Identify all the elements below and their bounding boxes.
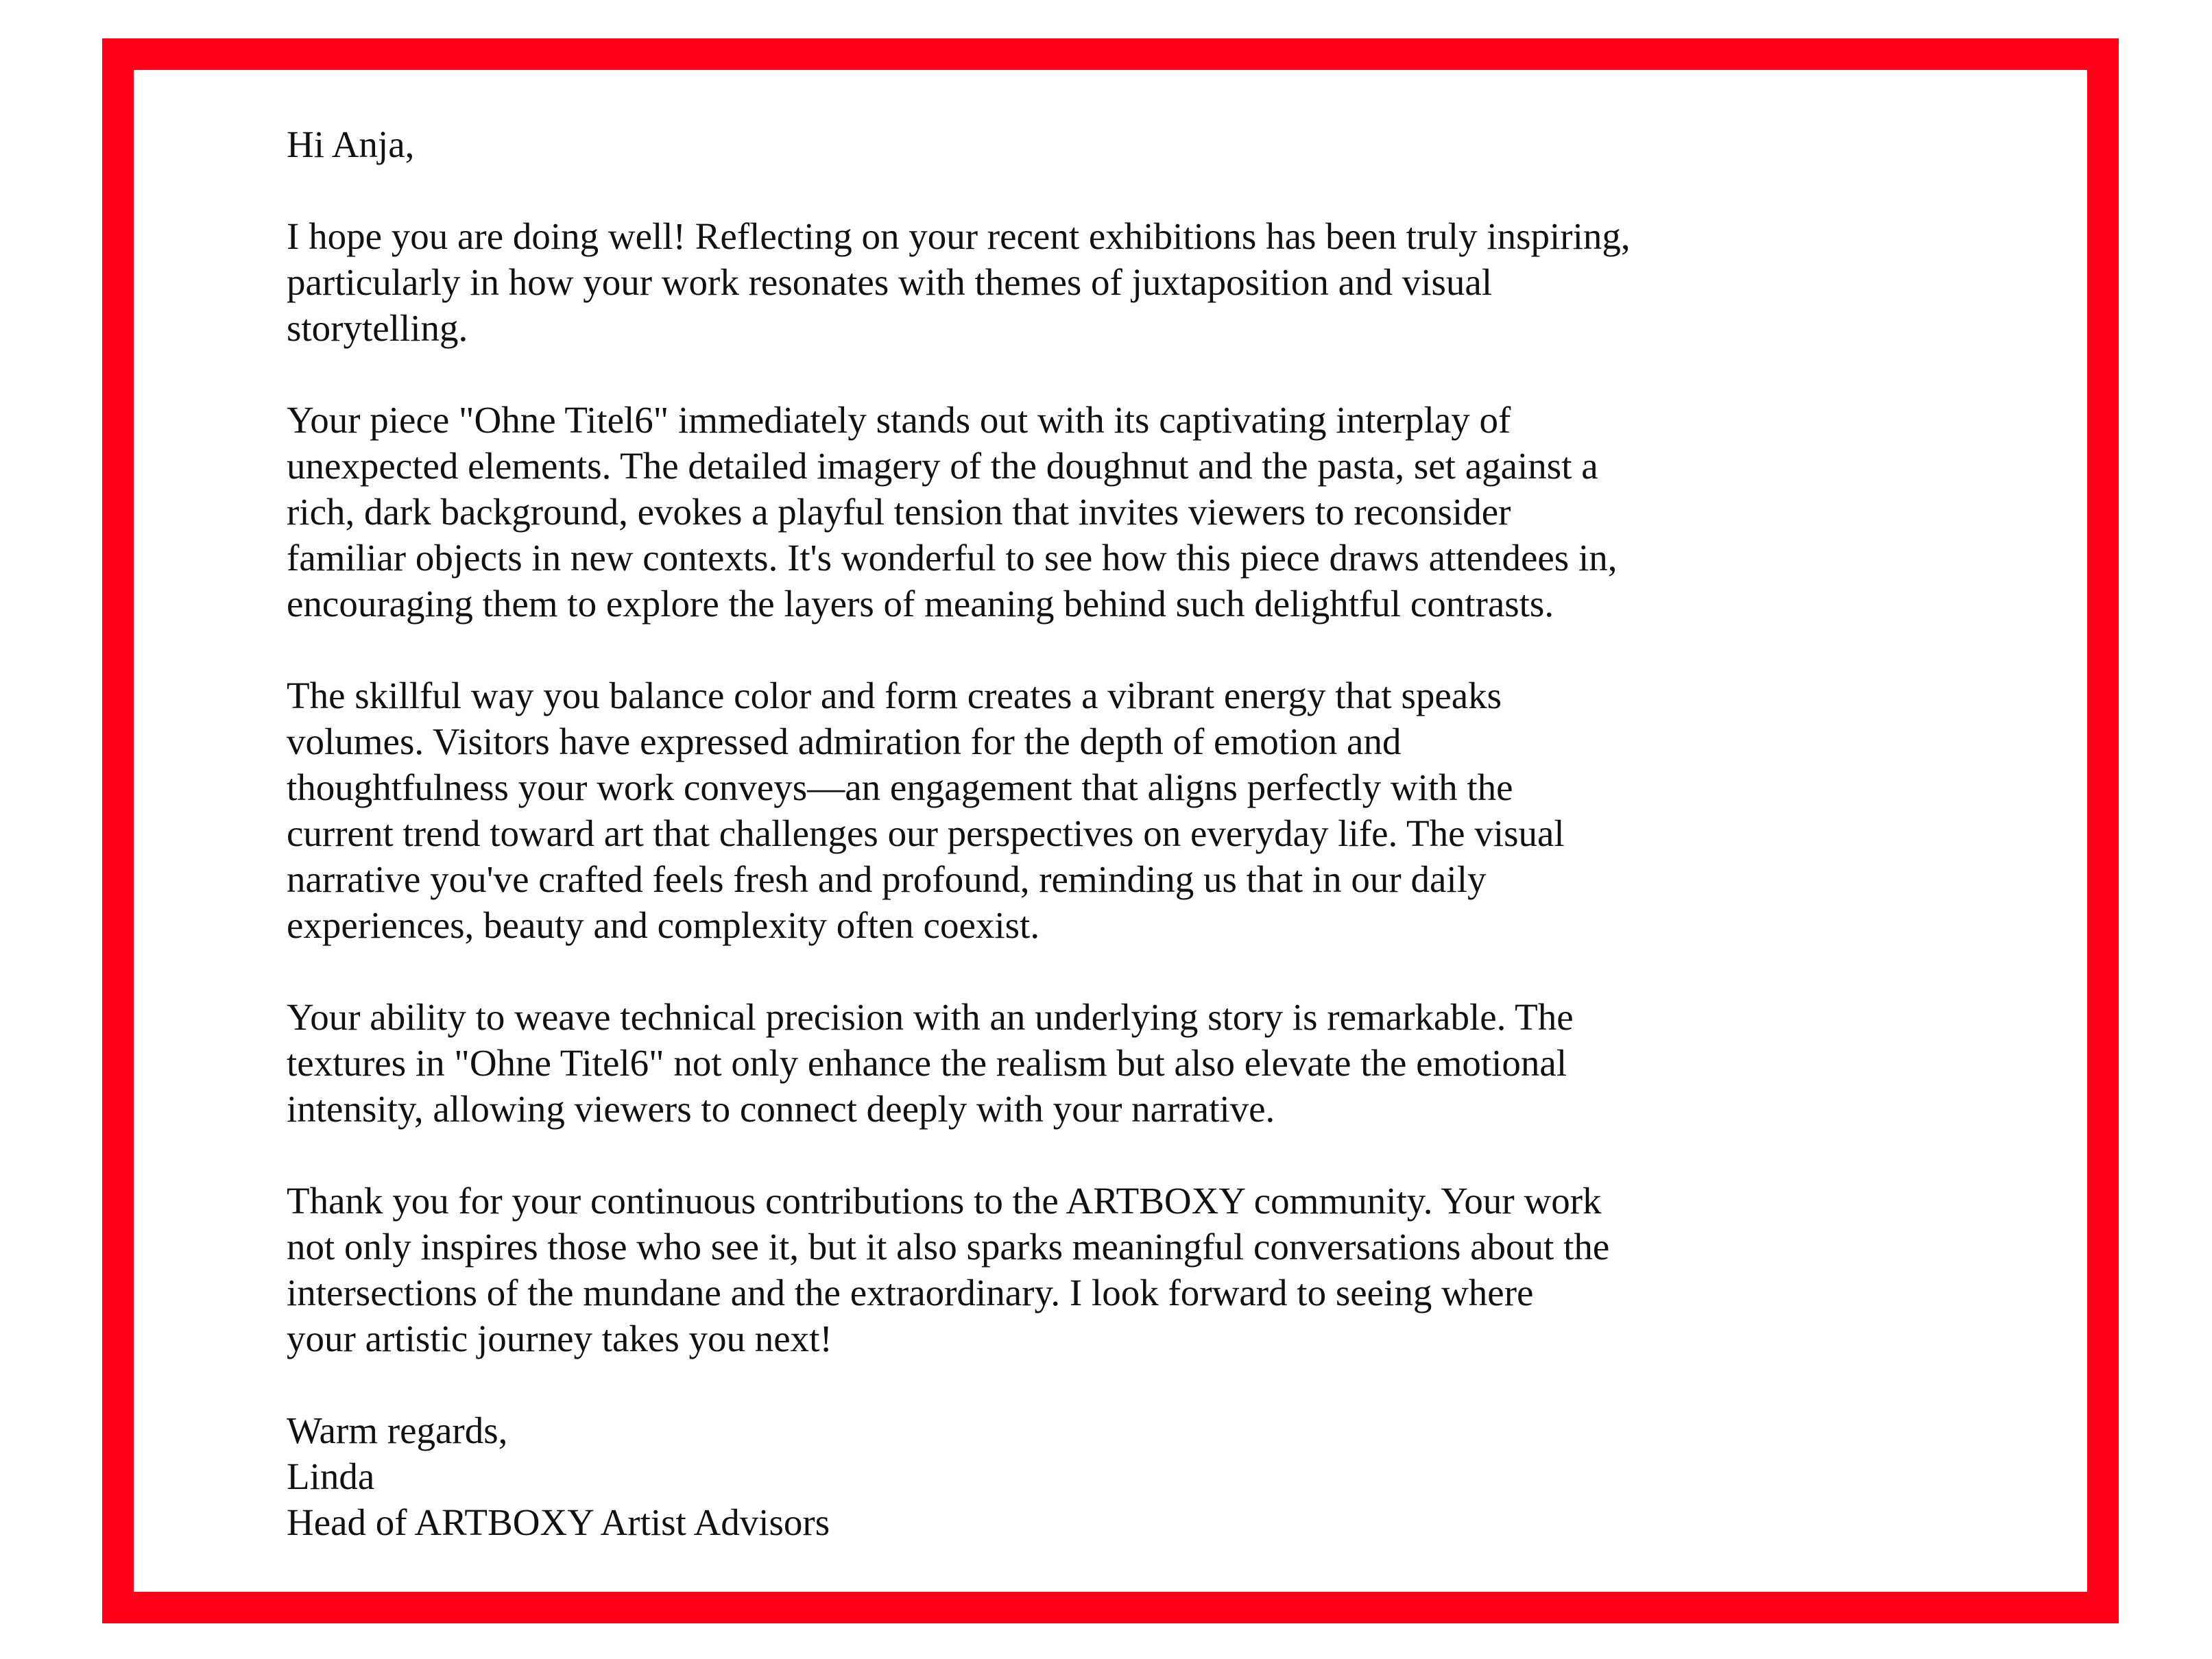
paragraph-line: storytelling. bbox=[287, 307, 468, 349]
paragraph-1 bbox=[287, 213, 1631, 351]
paragraph-line: thoughtfulness your work conveys—an engagement that aligns perfectly with the bbox=[287, 766, 1513, 808]
paragraph-line: unexpected elements. The detailed imagery of the doughnut and the pasta, set against a bbox=[287, 445, 1598, 487]
paragraph-line: familiar objects in new contexts. It's wonderful to see how this piece draws attendees in, bbox=[287, 537, 1618, 579]
paragraph-line: volumes. Visitors have expressed admiration for the depth of emotion and bbox=[287, 720, 1402, 762]
paragraph-line: particularly in how your work resonates with themes of juxtaposition and visual bbox=[287, 261, 1493, 303]
paragraph-line: rich, dark background, evokes a playful tension that invites viewers to reconsider bbox=[287, 491, 1511, 533]
paragraph-line: Your ability to weave technical precision with an underlying story is remarkable. The bbox=[287, 996, 1574, 1038]
greeting: Hi Anja, bbox=[287, 123, 415, 165]
paragraph-5 bbox=[287, 1178, 1631, 1361]
paragraph-line: current trend toward art that challenges our perspectives on everyday life. The visual bbox=[287, 812, 1565, 854]
paragraph-line: The skillful way you balance color and form creates a vibrant energy that speaks bbox=[287, 675, 1502, 716]
paragraph-line: not only inspires those who see it, but it also sparks meaningful conversations about the bbox=[287, 1226, 1610, 1268]
paragraph-line: Thank you for your continuous contributions to the ARTBOXY community. Your work bbox=[287, 1180, 1602, 1222]
paragraph-line: Your piece "Ohne Titel6" immediately stands out with its captivating interplay of bbox=[287, 399, 1511, 441]
paragraph-line: narrative you've crafted feels fresh and profound, reminding us that in our daily bbox=[287, 858, 1487, 900]
paragraph-line: your artistic journey takes you next! bbox=[287, 1318, 832, 1359]
paragraph-line: encouraging them to explore the layers of meaning behind such delightful contrasts. bbox=[287, 583, 1554, 625]
paragraph-2 bbox=[287, 397, 1631, 627]
paragraph-line: I hope you are doing well! Reflecting on your recent exhibitions has been truly inspiring, bbox=[287, 215, 1631, 257]
paragraph-line: intensity, allowing viewers to connect deeply with your narrative. bbox=[287, 1088, 1275, 1130]
paragraph-4 bbox=[287, 994, 1631, 1132]
letter-body bbox=[287, 121, 1631, 1545]
paragraph-3 bbox=[287, 673, 1631, 948]
signature-title: Head of ARTBOXY Artist Advisors bbox=[287, 1501, 830, 1543]
closing: Warm regards, bbox=[287, 1409, 508, 1451]
paragraph-line: intersections of the mundane and the extraordinary. I look forward to seeing where bbox=[287, 1272, 1534, 1313]
signature-name: Linda bbox=[287, 1455, 375, 1497]
paragraph-line: experiences, beauty and complexity often coexist. bbox=[287, 904, 1040, 946]
sign-off bbox=[287, 1407, 1631, 1545]
paragraph-line: textures in "Ohne Titel6" not only enhance the realism but also elevate the emotional bbox=[287, 1042, 1567, 1084]
